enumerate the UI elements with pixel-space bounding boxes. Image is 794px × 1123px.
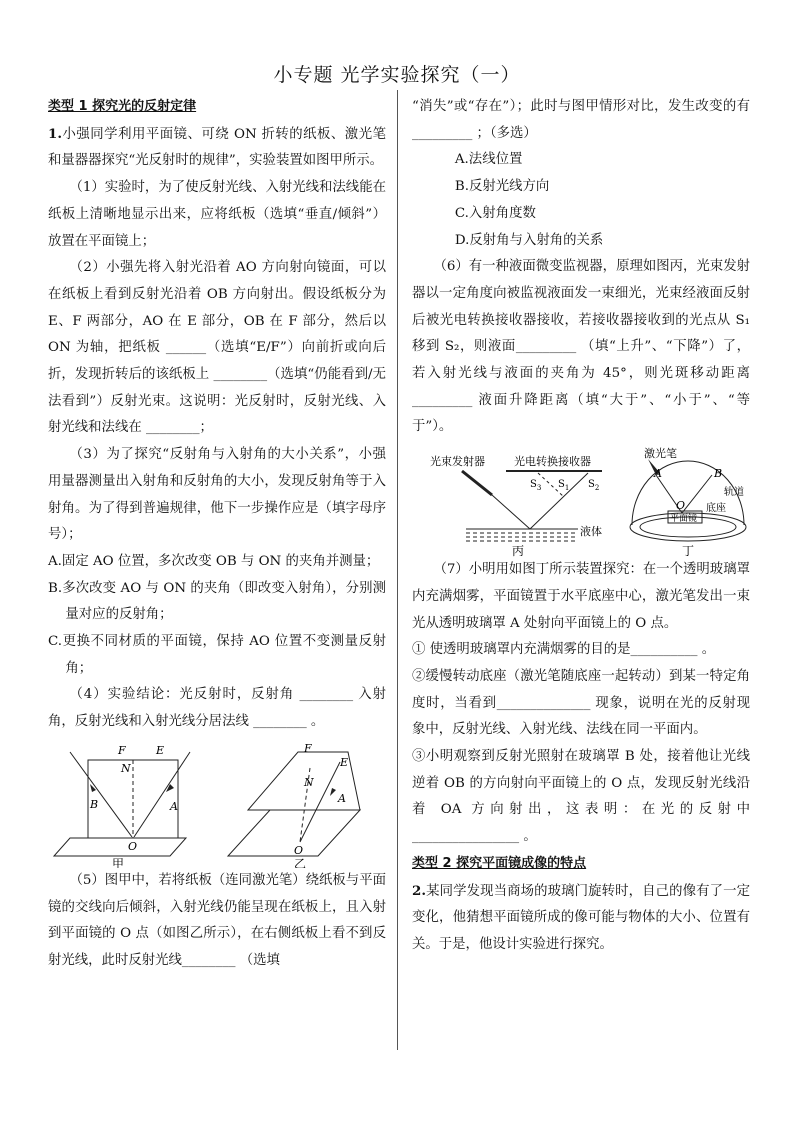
yi-label-a: A bbox=[338, 791, 346, 805]
ding-laser-label: 激光笔 bbox=[644, 447, 677, 461]
q1-part5: （5）图甲中，若将纸板（连同激光笔）绕纸板与平面镜的交线向后倾斜，入射光线仍能呈现在纸板上，且入射到平面镜的 O 点（如图乙所示），在右侧纸板上看不到反射光线，此时反射光线________ （选填 bbox=[48, 872, 386, 968]
left-column bbox=[48, 94, 386, 975]
q1-part5-option-b: B.反射光线方向 bbox=[454, 179, 550, 195]
figure-jia bbox=[54, 744, 190, 856]
ding-track-label: 轨道 bbox=[724, 487, 744, 499]
ding-base-label: 底座 bbox=[706, 503, 726, 515]
caption-yi: 乙 bbox=[294, 856, 307, 868]
caption-jia: 甲 bbox=[112, 856, 125, 868]
bing-s1-label: $S_1$ bbox=[558, 479, 570, 493]
jia-label-b: B bbox=[90, 797, 99, 811]
q1-number: 1. bbox=[48, 125, 62, 142]
q1-intro-text: 小强同学利用平面镜、可绕 ON 折转的纸板、激光笔和量器器探究“光反射时的规律”，实验装置如图甲所示。 bbox=[48, 126, 386, 169]
jia-label-e: E bbox=[156, 743, 165, 757]
figure-bing bbox=[430, 454, 602, 557]
right-column bbox=[412, 94, 750, 959]
q1-intro bbox=[48, 121, 386, 175]
figure-ding bbox=[630, 446, 746, 557]
q1-part4: （4）实验结论：光反射时，反射角 ________ 入射角，反射光线和入射光线分居法线 ________ 。 bbox=[48, 687, 386, 730]
bing-emitter-label: 光束发射器 bbox=[430, 455, 485, 469]
q1-part6: （6）有一种液面微变监视器，原理如图丙，光束发射器以一定角度向被监视液面发一束细光，光束经液面反射后被光电转换接收器接收，若接收器接收到的光点从 S₁ 移到 S₂，则液面_________ （填“上升”、“下降”）了，若入射光线与液面的夹角为 45°，则光斑移动距离_________ 液面升降距离（填“大于”、“小于”、“等于”）。 bbox=[412, 259, 750, 435]
q1-option-a: A.固定 AO 位置，多次改变 OB 与 ON 的夹角并测量； bbox=[48, 553, 380, 569]
caption-bing: 丙 bbox=[512, 544, 525, 558]
q1-part2: （2）小强先将入射光沿着 AO 方向射向镜面，可以在纸板上看到反射光沿着 OB 方向射出。假设纸板分为 E、F 两部分，AO 在 E 部分，OB 在 F 部分，然后以 ON 为轴，把纸板 ______（选填“E/F”）向前折或向后折，发现折转后的该纸板上 ________（选填“仍能看到/无法看到”）反射光束。这说明：光反射时，反射光线、入射光线和法线在 ________； bbox=[48, 260, 386, 436]
q2-number: 2. bbox=[412, 882, 426, 899]
jia-label-o: O bbox=[128, 839, 138, 853]
q1-part5-option-a: A.法线位置 bbox=[454, 152, 523, 168]
figure-bing-ding-svg bbox=[412, 445, 750, 557]
jia-label-f: F bbox=[118, 743, 126, 757]
bing-s2-label: $S_2$ bbox=[588, 479, 600, 493]
q1-part5-option-c: C.入射角度数 bbox=[454, 205, 536, 221]
q1-part5-option-d: D.反射角与入射角的关系 bbox=[454, 232, 604, 248]
yi-label-e: E bbox=[340, 755, 349, 769]
column-divider bbox=[397, 90, 398, 1050]
bing-s3-label: $S_3$ bbox=[530, 479, 542, 493]
q1-part7-item2: ②缓慢转动底座（激光笔随底座一起转动）到某一特定角度时，当看到______________ 现象，说明在光的反射现象中，反射光线、入射光线、法线在同一平面内。 bbox=[412, 668, 750, 738]
q2-body: 某同学发现当商场的玻璃门旋转时，自己的像有了一定变化，他猜想平面镜所成的像可能与物体的大小、位置有关。于是，他设计实验进行探究。 bbox=[412, 883, 750, 952]
q1-part1: （1）实验时，为了使反射光线、入射光线和法线能在纸板上清晰地显示出来，应将纸板（选填“垂直/倾斜”）放置在平面镜上； bbox=[48, 180, 386, 249]
jia-label-n: N bbox=[121, 761, 131, 775]
bing-liquid-label: 液体 bbox=[580, 525, 602, 539]
section-heading-2: 类型 2 探究平面镜成像的特点 bbox=[412, 855, 587, 871]
yi-label-f: F bbox=[304, 741, 312, 755]
section-heading-1: 类型 1 探究光的反射定律 bbox=[48, 99, 197, 114]
page-title: 小专题 光学实验探究（一） bbox=[273, 64, 521, 86]
caption-ding: 丁 bbox=[682, 544, 695, 558]
q1-part5-cont: “消失”或“存在”）；此时与图甲情形对比，发生改变的有_________ ；（多选） bbox=[412, 99, 750, 141]
q1-option-b: B.多次改变 AO 与 ON 的夹角（即改变入射角），分别测量对应的反射角； bbox=[48, 580, 386, 623]
q1-part3: （3）为了探究“反射角与入射角的大小关系”，小强用量器测量出入射角和反射角的大小，发现反射角等于入射角。为了得到普遍规律，他下一步操作应是（填字母序号）； bbox=[48, 447, 386, 543]
ding-label-a: A bbox=[654, 467, 662, 481]
q1-option-c: C.更换不同材质的平面镜，保持 AO 位置不变测量反射角； bbox=[48, 634, 386, 676]
figure-bing-ding bbox=[412, 445, 750, 557]
ding-label-o: O bbox=[676, 499, 686, 513]
yi-label-o: O bbox=[294, 843, 304, 857]
figure-yi bbox=[228, 742, 360, 857]
ding-mirror-label: 平面镜 bbox=[670, 514, 698, 525]
jia-label-a: A bbox=[170, 799, 178, 813]
q1-part7-item1: ① 使透明玻璃罩内充满烟雾的目的是__________ 。 bbox=[412, 642, 716, 658]
yi-label-n: N bbox=[304, 775, 314, 789]
figure-jia-yi bbox=[48, 740, 386, 868]
q1-part7-item3: ③小明观察到反射光照射在玻璃罩 B 处，接着他让光线逆着 OB 的方向射向平面镜上的 O 点，发现反射光线沿着 OA 方向射出，这表明：在光的反射中________________ 。 bbox=[412, 749, 750, 845]
ding-label-b: B bbox=[714, 467, 723, 481]
figure-jia-yi-svg bbox=[48, 740, 386, 868]
q2-text bbox=[412, 878, 750, 959]
bing-receiver-label: 光电转换接收器 bbox=[514, 455, 591, 469]
q1-part7: （7）小明用如图丁所示装置探究：在一个透明玻璃罩内充满烟雾，平面镜置于水平底座中心，激光笔发出一束光从透明玻璃罩 A 处射向平面镜上的 O 点。 bbox=[412, 562, 750, 631]
